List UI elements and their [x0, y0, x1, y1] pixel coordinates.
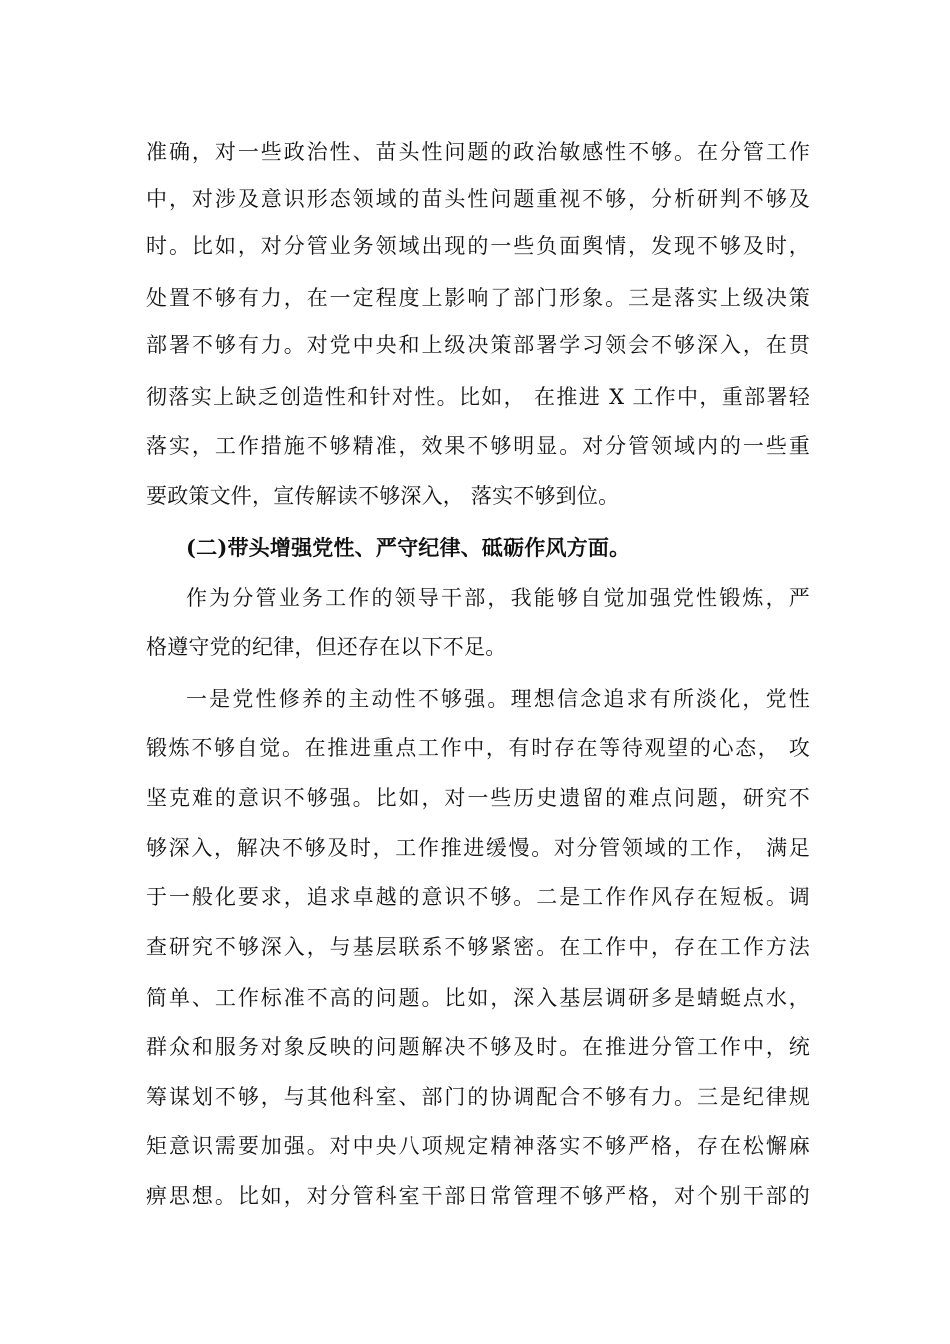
p3-line-10: 矩意识需要加强。对中央八项规定精神落实不够严格，存在松懈麻 [146, 1134, 810, 1158]
p3-line-5: 于一般化要求，追求卓越的意识不够。二是工作作风存在短板。调 [146, 885, 810, 909]
p1-line-8: 要政策文件，宣传解读不够深入， 落实不够到位。 [146, 484, 620, 508]
p1-line-2: 中，对涉及意识形态领域的苗头性问题重视不够，分析研判不够及 [146, 187, 810, 211]
section-heading: (二)带头增强党性、严守纪律、砥砺作风方面。 [186, 535, 631, 560]
p1-line-1: 准确，对一些政治性、苗头性问题的政治敏感性不够。在分管工作 [146, 140, 810, 164]
p2-line-1: 作为分管业务工作的领导干部，我能够自觉加强党性锻炼，严 [186, 586, 810, 610]
p3-line-6: 查研究不够深入，与基层联系不够紧密。在工作中，存在工作方法 [146, 935, 810, 959]
p1-line-7: 落实，工作措施不够精准，效果不够明显。对分管领域内的一些重 [146, 434, 810, 458]
p3-line-3: 坚克难的意识不够强。比如，对一些历史遗留的难点问题，研究不 [146, 786, 810, 810]
p1-line-3: 时。比如，对分管业务领域出现的一些负面舆情，发现不够及时， [146, 234, 810, 258]
p3-line-8: 群众和服务对象反映的问题解决不够及时。在推进分管工作中，统 [146, 1035, 810, 1059]
p2-line-2: 格遵守党的纪律，但还存在以下不足。 [146, 635, 507, 659]
p3-line-4: 够深入，解决不够及时，工作推进缓慢。对分管领域的工作， 满足 [146, 836, 810, 860]
p1-line-5: 部署不够有力。对党中央和上级决策部署学习领会不够深入，在贯 [146, 333, 810, 357]
p3-line-11: 痹思想。比如，对分管科室干部日常管理不够严格，对个别干部的 [146, 1184, 810, 1208]
p1-line-4: 处置不够有力，在一定程度上影响了部门形象。三是落实上级决策 [146, 286, 810, 310]
p1-line-6: 彻落实上缺乏创造性和针对性。比如， 在推进 X 工作中，重部署轻 [146, 385, 810, 409]
p3-line-9: 筹谋划不够，与其他科室、部门的协调配合不够有力。三是纪律规 [146, 1085, 810, 1109]
p3-line-1: 一是党性修养的主动性不够强。理想信念追求有所淡化，党性 [186, 687, 810, 711]
p3-line-7: 简单、工作标准不高的问题。比如，深入基层调研多是蜻蜓点水， [146, 986, 810, 1010]
p3-line-2: 锻炼不够自觉。在推进重点工作中，有时存在等待观望的心态， 攻 [146, 736, 810, 760]
